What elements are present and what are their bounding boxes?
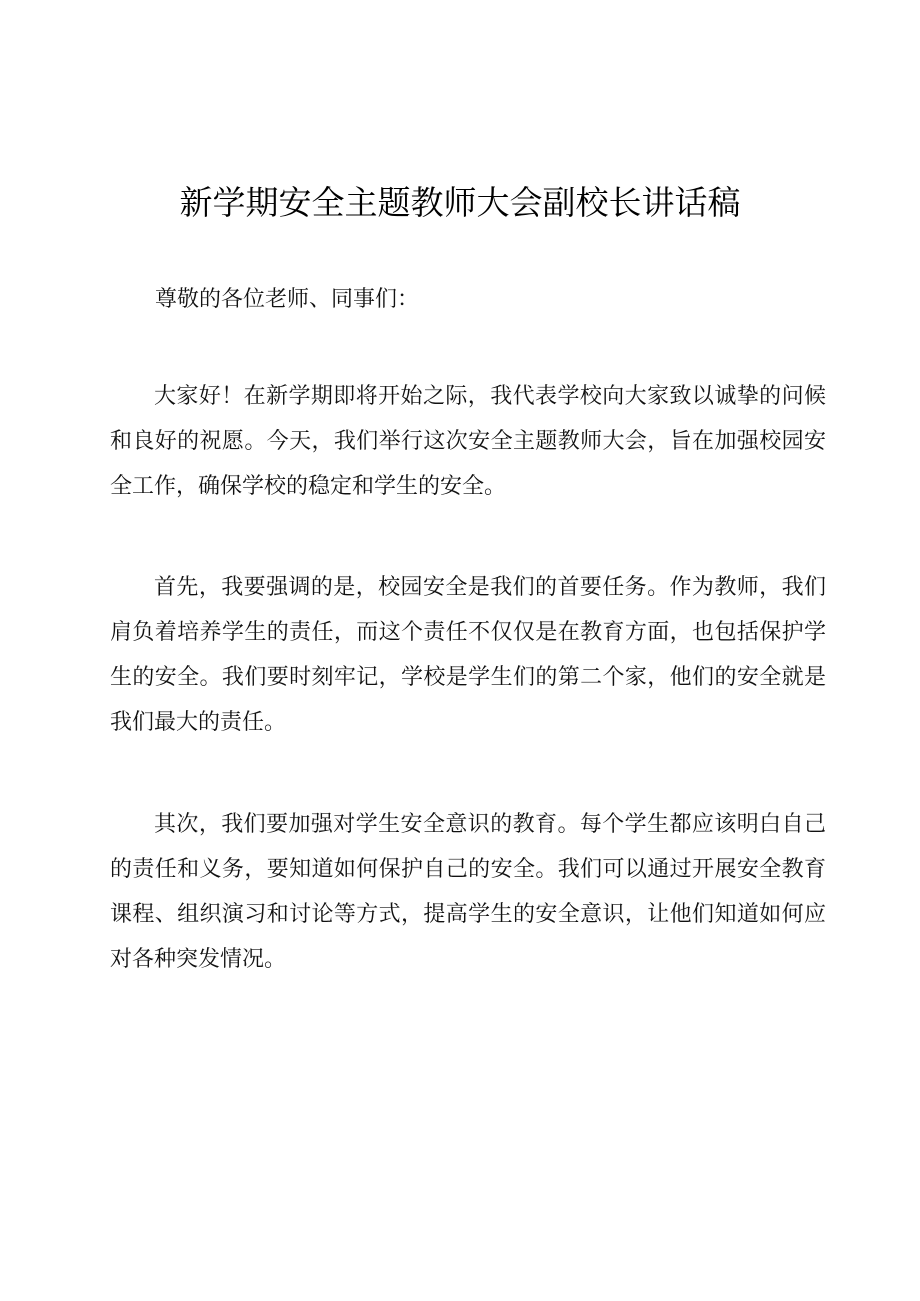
paragraph-first-point: 首先，我要强调的是，校园安全是我们的首要任务。作为教师，我们肩负着培养学生的责任，而这个责任不仅仅是在教育方面，也包括保护学生的安全。我们要时刻牢记，学校是学生们的第二个家，他们的安全就是我们最大的责任。 [110, 575, 826, 735]
paragraph-greeting: 大家好！在新学期即将开始之际，我代表学校向大家致以诚挚的问候和良好的祝愿。今天，我们举行这次安全主题教师大会，旨在加强校园安全工作，确保学校的稳定和学生的安全。 [110, 384, 826, 499]
document-title: 新学期安全主题教师大会副校长讲话稿 [179, 183, 741, 222]
paragraph-second-point: 其次，我们要加强对学生安全意识的教育。每个学生都应该明白自己的责任和义务，要知道如何保护自己的安全。我们可以通过开展安全教育课程、组织演习和讨论等方式，提高学生的安全意识，让他们知道如何应对各种突发情况。 [110, 812, 826, 972]
salutation: 尊敬的各位老师、同事们： [155, 287, 420, 312]
